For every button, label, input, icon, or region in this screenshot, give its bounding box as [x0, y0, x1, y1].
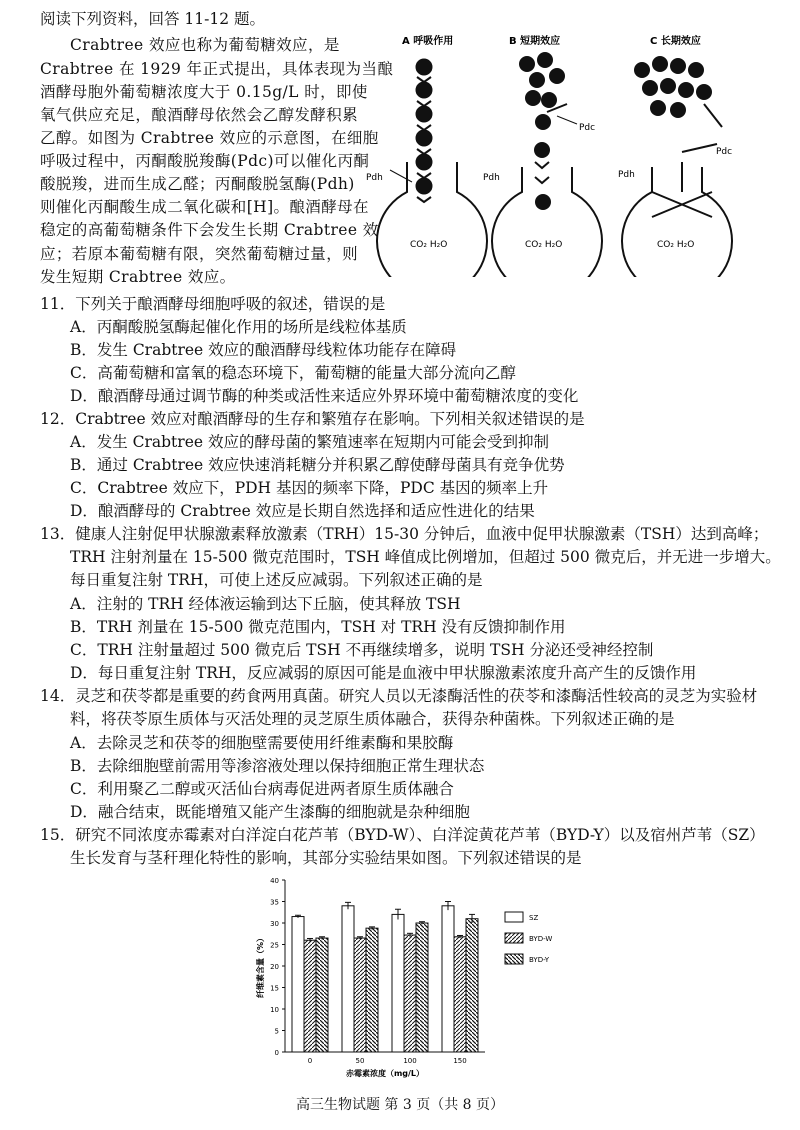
- crabtree-figure: [362, 32, 762, 277]
- panel-c-enzyme1: Pdh: [618, 170, 635, 180]
- legend-swatch-BYD-Y: [505, 954, 523, 964]
- glucose-molecule: [416, 59, 432, 75]
- glucose-molecule: [678, 82, 694, 98]
- question-12-option-C: C．Crabtree 效应下，PDH 基因的频率下降，PDC 基因的频率上升: [70, 479, 549, 497]
- question-13-option-D: D．每日重复注射 TRH，反应减弱的原因可能是血液中甲状腺激素浓度升高产生的反馈作用: [70, 664, 697, 682]
- question-11-option-D: D．酿酒酵母通过调节酶的种类或活性来适应外界环境中葡萄糖浓度的变化: [70, 387, 579, 405]
- question-14-option-A: A．去除灵芝和茯苓的细胞壁需要使用纤维素酶和果胶酶: [70, 734, 454, 752]
- passage-line: 则催化丙酮酸生成二氧化碳和[H]。酿酒酵母在: [40, 198, 369, 216]
- bar-BYD-Y-100: [416, 923, 428, 1052]
- bar-SZ-50: [342, 906, 354, 1052]
- glucose-molecule: [634, 62, 650, 78]
- passage-line: Crabtree 效应也称为葡萄糖效应，是: [70, 36, 340, 54]
- panel-b-enzyme1: Pdh: [483, 173, 500, 183]
- glucose-molecule: [652, 56, 668, 72]
- glucose-molecule: [650, 100, 666, 116]
- question-15-stem: 15．研究不同浓度赤霉素对白洋淀白花芦苇（BYD-W）、白洋淀黄花芦苇（BYD-Y）以及宿州芦苇（SZ）: [40, 826, 765, 844]
- passage-line: 稳定的高葡萄糖条件下会发生长期 Crabtree 效: [40, 221, 379, 239]
- glucose-molecule: [670, 58, 686, 74]
- question-13-stem: 13．健康人注射促甲状腺激素释放激素（TRH）15-30 分钟后，血液中促甲状腺激素（TSH）达到高峰；: [40, 525, 769, 543]
- passage-line: 应；若原本葡萄糖有限，突然葡萄糖过量，则: [40, 245, 359, 263]
- question-13-stem: TRH 注射剂量在 15-500 微克范围时，TSH 峰值成比例增加，但超过 500 微克后，并无进一步增大。: [70, 548, 781, 566]
- question-11-option-B: B．发生 Crabtree 效应的酿酒酵母线粒体功能存在障碍: [70, 341, 457, 359]
- panel-b-product: CO₂ H₂O: [525, 240, 563, 250]
- bar-BYD-Y-50: [366, 928, 378, 1052]
- passage-line: 酒酵母胞外葡萄糖浓度大于 0.15g/L 时，即使: [40, 83, 368, 101]
- bar-BYD-W-150: [454, 937, 466, 1052]
- y-tick-label: 20: [270, 963, 279, 971]
- glucose-molecule: [537, 52, 553, 68]
- y-tick-label: 5: [274, 1027, 279, 1036]
- question-15-stem: 生长发育与茎秆理化特性的影响，其部分实验结果如图。下列叙述错误的是: [70, 849, 582, 867]
- glucose-molecule: [416, 82, 432, 98]
- panel-a: [366, 34, 487, 277]
- x-tick-label: 150: [453, 1057, 467, 1065]
- bar-BYD-Y-0: [316, 938, 328, 1052]
- glucose-molecule: [535, 114, 551, 130]
- question-12-option-A: A．发生 Crabtree 效应的酵母菌的繁殖速率在短期内可能会受到抑制: [70, 433, 549, 451]
- page-footer: 高三生物试题 第 3 页（共 8 页）: [295, 1097, 505, 1113]
- question-13-option-B: B．TRH 剂量在 15-500 微克范围内，TSH 对 TRH 没有反馈抑制作用: [70, 618, 566, 636]
- glucose-molecule: [534, 142, 550, 158]
- panel-a-title: A 呼吸作用: [402, 36, 454, 47]
- bar-SZ-100: [392, 914, 404, 1052]
- glucose-molecule: [416, 106, 432, 122]
- glucose-molecule: [416, 154, 432, 170]
- x-tick-label: 0: [307, 1057, 313, 1065]
- y-tick-label: 0: [274, 1049, 279, 1057]
- question-12-stem: 12．Crabtree 效应对酿酒酵母的生存和繁殖存在影响。下列相关叙述错误的是: [40, 410, 585, 428]
- passage-line: 呼吸过程中，丙酮酸脱羧酶(Pdc)可以催化丙酮: [40, 152, 370, 170]
- legend-swatch-BYD-W: [505, 933, 523, 943]
- panel-a-product: CO₂ H₂O: [410, 240, 448, 250]
- bar-SZ-150: [442, 906, 454, 1052]
- glucose-molecule: [541, 92, 557, 108]
- panel-b-title: B 短期效应: [509, 36, 561, 47]
- question-11-option-C: C．高葡萄糖和富氧的稳态环境下，葡萄糖的能量大部分流向乙醇: [70, 364, 516, 382]
- passage-line: 氧气供应充足，酿酒酵母依然会乙醇发酵积累: [40, 106, 359, 124]
- glucose-molecule: [549, 68, 565, 84]
- question-11-option-A: A．丙酮酸脱氢酶起催化作用的场所是线粒体基质: [70, 318, 407, 336]
- panel-c-enzyme2: Pdc: [716, 147, 733, 157]
- glucose-molecule: [660, 78, 676, 94]
- legend-label-SZ: SZ: [529, 914, 539, 922]
- bar-BYD-W-100: [404, 935, 416, 1052]
- panel-c-product: CO₂ H₂O: [657, 240, 695, 250]
- bar-SZ-0: [292, 917, 304, 1052]
- glucose-molecule: [416, 178, 432, 194]
- question-13-option-A: A．注射的 TRH 经体液运输到达下丘脑，使其释放 TSH: [70, 595, 461, 613]
- x-axis-label: 赤霉素浓度（mg/L）: [345, 1069, 425, 1078]
- question-14-stem: 14．灵芝和茯苓都是重要的药食两用真菌。研究人员以无漆酶活性的茯苓和漆酶活性较高的灵芝为实验材: [40, 687, 758, 705]
- panel-a-enzyme: Pdh: [366, 173, 383, 183]
- question-13-option-C: C．TRH 注射量超过 500 微克后 TSH 不再继续增多，说明 TSH 分泌还受神经控制: [70, 641, 654, 659]
- passage-line: Crabtree 在 1929 年正式提出，具体表现为当酿: [40, 60, 394, 78]
- panel-c: [618, 34, 732, 277]
- glucose-molecule: [525, 90, 541, 106]
- question-12-option-D: D．酿酒酵母的 Crabtree 效应是长期自然选择和适应性进化的结果: [70, 502, 535, 520]
- question-11-stem: 11．下列关于酿酒酵母细胞呼吸的叙述，错误的是: [40, 295, 386, 313]
- glucose-molecule: [688, 62, 704, 78]
- panel-c-title: C 长期效应: [650, 36, 701, 47]
- glucose-molecule: [642, 80, 658, 96]
- legend-label-BYD-W: BYD-W: [529, 935, 553, 943]
- x-tick-label: 100: [403, 1057, 417, 1065]
- question-13-stem: 每日重复注射 TRH，可使上述反应减弱。下列叙述正确的是: [70, 571, 483, 589]
- legend-swatch-SZ: [505, 912, 523, 922]
- y-tick-label: 30: [270, 920, 279, 928]
- question-14-option-D: D．融合结束，既能增殖又能产生漆酶的细胞就是杂种细胞: [70, 803, 470, 821]
- y-tick-label: 25: [270, 941, 279, 950]
- y-tick-label: 10: [270, 1006, 279, 1014]
- y-axis-label: 纤维素含量（%）: [256, 933, 265, 999]
- glucose-molecule: [696, 84, 712, 100]
- legend-label-BYD-Y: BYD-Y: [529, 956, 550, 964]
- question-12-option-B: B．通过 Crabtree 效应快速消耗糖分并积累乙醇使酵母菌具有竞争优势: [70, 456, 565, 474]
- panel-b: [483, 34, 602, 277]
- bar-BYD-Y-150: [466, 919, 478, 1052]
- glucose-molecule: [416, 130, 432, 146]
- y-tick-label: 35: [270, 898, 279, 907]
- fiber-content-chart: [240, 872, 570, 1090]
- y-tick-label: 15: [270, 984, 279, 993]
- question-14-option-B: B．去除细胞壁前需用等渗溶液处理以保持细胞正常生理状态: [70, 757, 485, 775]
- panel-b-enzyme2: Pdc: [579, 123, 596, 133]
- passage-line: 乙醇。如图为 Crabtree 效应的示意图，在细胞: [40, 129, 379, 147]
- passage-line: 发生短期 Crabtree 效应。: [40, 268, 236, 286]
- passage-heading: 阅读下列资料，回答 11-12 题。: [40, 10, 266, 28]
- x-tick-label: 50: [355, 1057, 365, 1065]
- bar-BYD-W-0: [304, 940, 316, 1052]
- glucose-molecule: [670, 102, 686, 118]
- glucose-molecule: [529, 72, 545, 88]
- question-14-option-C: C．利用聚乙二醇或灭活仙台病毒促进两者原生质体融合: [70, 780, 454, 798]
- glucose-molecule: [535, 194, 551, 210]
- glucose-molecule: [519, 56, 535, 72]
- bar-BYD-W-50: [354, 938, 366, 1052]
- y-tick-label: 40: [270, 877, 279, 885]
- question-14-stem: 料，将茯苓原生质体与灭活处理的灵芝原生质体融合，获得杂种菌株。下列叙述正确的是: [70, 710, 675, 728]
- passage-line: 酸脱羧，进而生成乙醛；丙酮酸脱氢酶(Pdh): [40, 175, 355, 193]
